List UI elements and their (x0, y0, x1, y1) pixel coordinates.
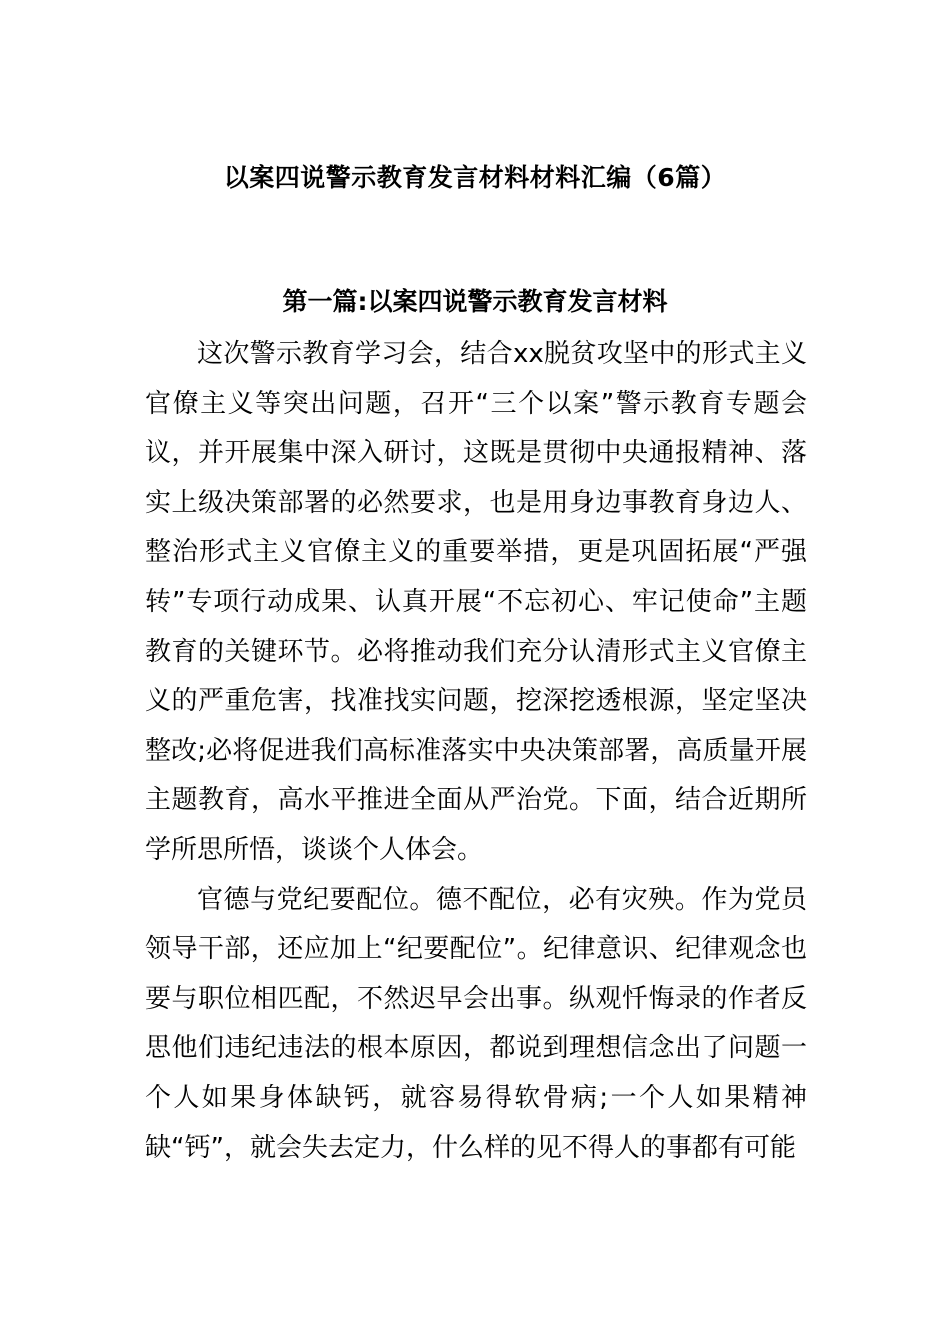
body-text (145, 330, 807, 1173)
paragraph: 官德与党纪要配位。德不配位，必有灾殃。作为党员领导干部，还应加上“纪要配位”。纪律意识、纪律观念也要与职位相匹配，不然迟早会出事。纵观忏悔录的作者反思他们违纪违法的根本原因，都说到理想信念出了问题一个人如果身体缺钙，就容易得软骨病;一个人如果精神缺“钙”，就会失去定力，什么样的见不得人的事都有可能 (145, 884, 807, 1163)
paragraph: 这次警示教育学习会，结合xx脱贫攻坚中的形式主义官僚主义等突出问题，召开“三个以案”警示教育专题会议，并开展集中深入研讨，这既是贯彻中央通报精神、落实上级决策部署的必然要求，也是用身边事教育身边人、整治形式主义官僚主义的重要举措，更是巩固拓展“严强转”专项行动成果、认真开展“不忘初心、牢记使命”主题教育的关键环节。必将推动我们充分认清形式主义官僚主义的严重危害，找准找实问题，挖深挖透根源，坚定坚决整改;必将促进我们高标准落实中央决策部署，高质量开展主题教育，高水平推进全面从严治党。下面，结合近期所学所思所悟，谈谈个人体会。 (145, 339, 807, 865)
section-title: 第一篇:以案四说警示教育发言材料 (282, 287, 668, 316)
document-title: 以案四说警示教育发言材料材料汇编（6篇） (223, 163, 727, 192)
